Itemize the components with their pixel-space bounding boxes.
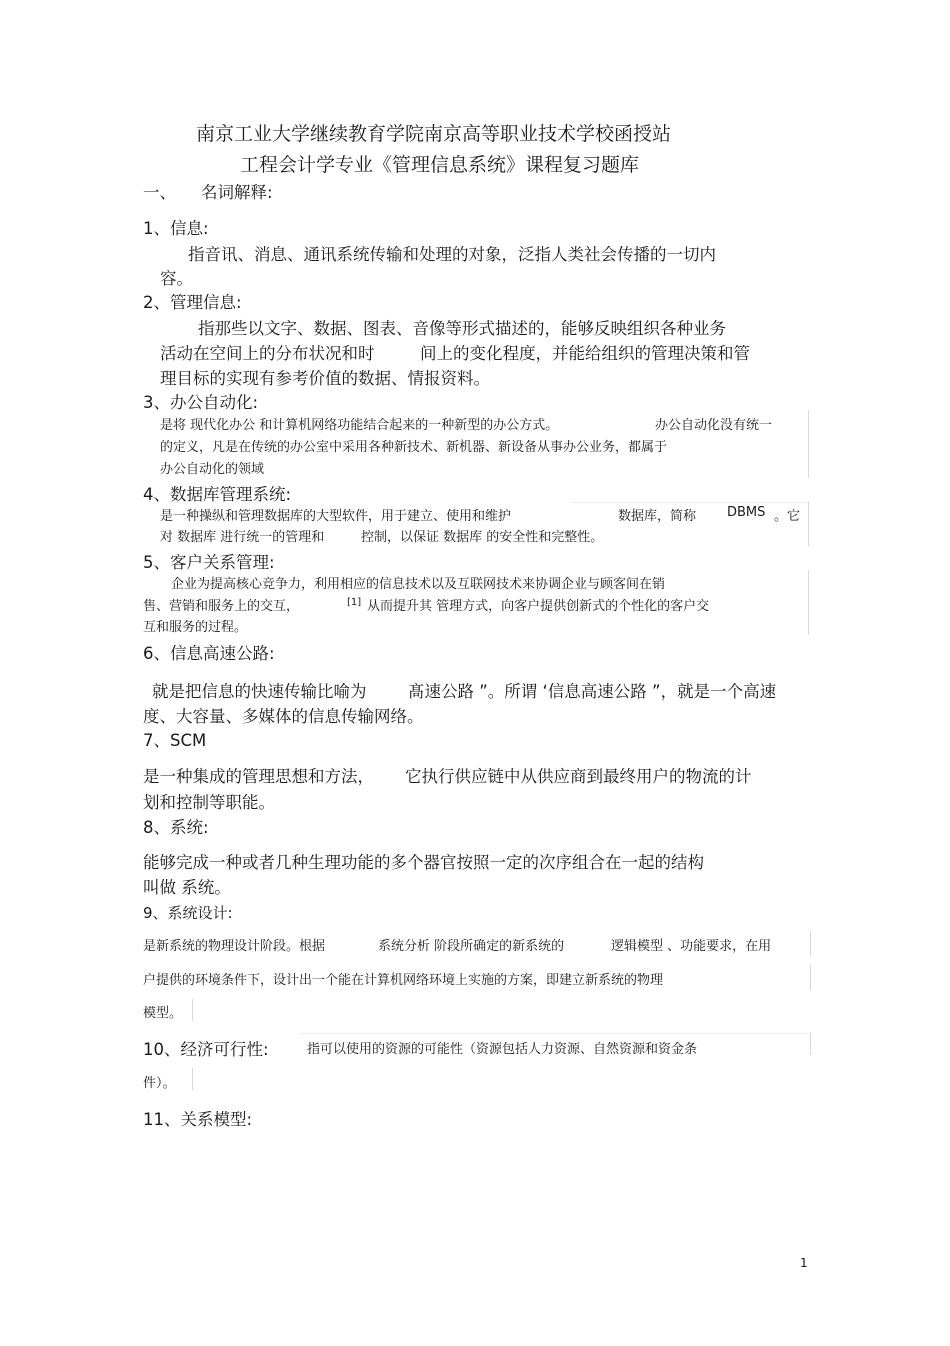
item-body-line: 容。: [160, 269, 193, 288]
citation-marker: [1]: [347, 597, 362, 608]
item-body-line: 是一种集成的管理思想和方法，: [143, 767, 374, 786]
item-heading: 3、办公自动化:: [143, 393, 259, 412]
text-box-border: [808, 570, 809, 635]
item-body-line: 从而提升其 管理方式，向客户提供创新式的个性化的客户交: [367, 599, 710, 614]
item-body-line: 度、大容量、多媒体的信息传输网络。: [143, 707, 424, 726]
item-body-line: 件）。: [143, 1076, 176, 1091]
item-body-line: 指音讯、消息、通讯系统传输和处理的对象，泛指人类社会传播的一切内: [188, 245, 716, 264]
item-body-line: 划和控制等职能。: [143, 793, 275, 812]
item-body-line: 办公自动化的领域: [160, 462, 265, 477]
item-body-line: DBMS: [727, 505, 766, 520]
item-heading: 4、数据库管理系统:: [143, 485, 292, 504]
text-box-border: [810, 965, 811, 990]
item-body-line: 理目标的实现有参考价值的数据、情报资料。: [160, 369, 490, 388]
item-body-line: 叫做 系统。: [143, 878, 231, 897]
item-body-line: 控制，以保证 数据库 的安全性和完整性。: [361, 530, 604, 545]
text-box-border: [192, 1068, 193, 1090]
item-body-line: 是新系统的物理设计阶段。根据: [143, 939, 326, 954]
item-body-line: 就是把信息的快速传输比喻为: [152, 682, 367, 701]
item-heading: 10、经济可行性:: [143, 1040, 269, 1059]
text-box-border: [810, 931, 811, 956]
item-body-line: 系统分析 阶段所确定的新系统的: [378, 939, 565, 954]
text-box-border: [810, 1033, 811, 1055]
item-body-line: 对 数据库 进行统一的管理和: [160, 530, 325, 545]
item-body-line: 间上的变化程度，并能给组织的管理决策和管: [420, 344, 750, 363]
text-box-border: [300, 1033, 810, 1034]
item-body-line: 互和服务的过程。: [143, 620, 248, 635]
item-body-line: 。它: [774, 509, 801, 524]
document-title-line1: 南京工业大学继续教育学院南京高等职业技术学校函授站: [196, 123, 672, 145]
item-body-line: 逻辑模型 、功能要求，在用: [611, 939, 772, 954]
item-body-line: 指可以使用的资源的可能性（资源包括人力资源、自然资源和资金条: [307, 1042, 698, 1057]
item-heading: 5、客户关系管理:: [143, 553, 275, 572]
item-body-line: 是将 现代化办公 和计算机网络功能结合起来的一种新型的办公方式。: [160, 418, 559, 433]
item-body-line: 模型。: [143, 1006, 183, 1021]
item-heading: 8、系统:: [143, 818, 209, 837]
item-body-line: 活动在空间上的分布状况和时: [160, 344, 375, 363]
section-title: 名词解释:: [201, 183, 273, 202]
item-heading: 7、SCM: [143, 731, 207, 750]
item-body-line: 指那些以文字、数据、图表、音像等形式描述的，能够反映组织各种业务: [198, 319, 726, 338]
item-body-line: 办公自动化没有统一: [655, 418, 773, 433]
item-body-line: 户提供的环境条件下，设计出一个能在计算机网络环境上实施的方案，即建立新系统的物理: [143, 973, 664, 988]
document-title-line2: 工程会计学专业《管理信息系统》课程复习题库: [240, 154, 640, 176]
text-box-border: [808, 501, 809, 546]
item-body-line: 它执行供应链中从供应商到最终用户的物流的计: [405, 767, 752, 786]
item-body-line: 企业为提高核心竞争力，利用相应的信息技术以及互联网技术来协调企业与顾客间在销: [171, 577, 666, 592]
item-body-line: 是一种操纵和管理数据库的大型软件，用于建立、使用和维护: [160, 509, 512, 524]
section-number: 一、: [143, 183, 176, 202]
item-heading: 9、系统设计:: [143, 904, 233, 922]
item-body-line: 能够完成一种或者几种生理功能的多个器官按照一定的次序组合在一起的结构: [143, 853, 704, 872]
item-body-line: 的定义，凡是在传统的办公室中采用各种新技术、新机器、新设备从事办公业务，都属于: [160, 440, 668, 455]
item-body-line: 髙速公路 ”。所谓 ‘信息高速公路 ”，就是一个高速: [408, 682, 777, 701]
item-heading: 11、关系模型:: [143, 1110, 253, 1129]
page-number: 1: [800, 1256, 808, 1270]
item-heading: 6、信息高速公路:: [143, 644, 275, 663]
item-body-line: 数据库，简称: [618, 509, 697, 524]
text-box-border: [808, 410, 809, 478]
item-heading: 1、信息:: [143, 219, 209, 238]
item-body-line: 售、营销和服务上的交互，: [143, 599, 300, 614]
item-heading: 2、管理信息:: [143, 293, 242, 312]
text-box-border: [192, 999, 193, 1021]
text-box-border: [570, 502, 808, 503]
